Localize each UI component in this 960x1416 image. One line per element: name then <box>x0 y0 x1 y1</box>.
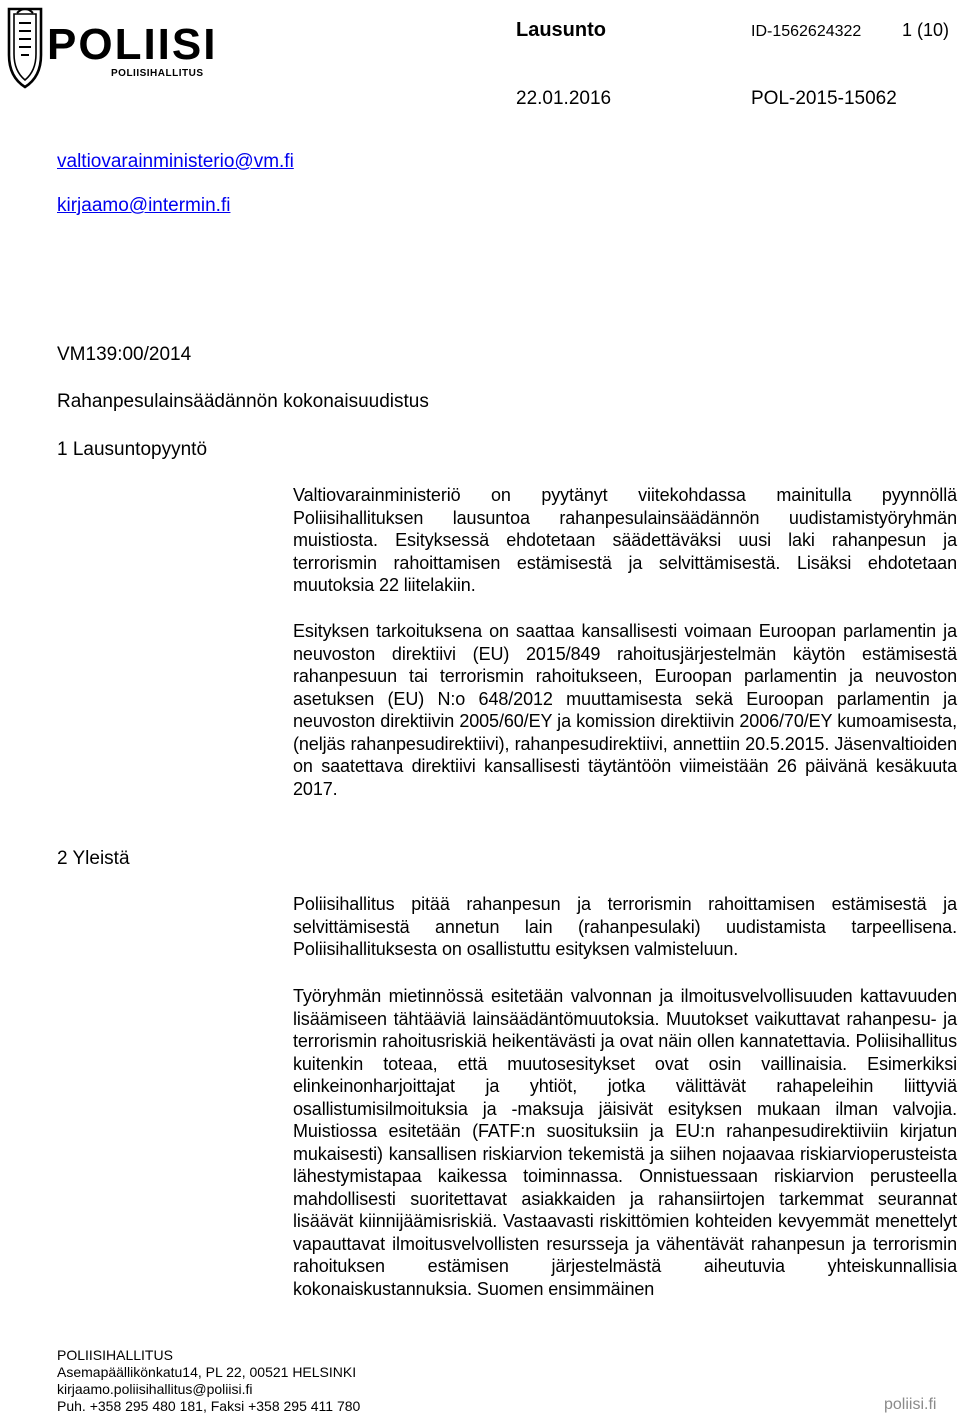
section-body <box>293 985 957 1300</box>
recipient-email-link[interactable]: valtiovarainministerio@vm.fi <box>57 151 294 172</box>
footer-address: Asemapäällikönkatu14, PL 22, 00521 HELSINKI <box>57 1364 357 1380</box>
footer-org: POLIISIHALLITUS <box>57 1347 173 1363</box>
police-emblem-icon <box>9 9 41 87</box>
section-body <box>293 893 957 961</box>
logo-subtext: POLIISIHALLITUS <box>111 68 204 79</box>
document-type: Lausunto <box>516 19 606 41</box>
section-heading: 2 Yleistä <box>57 848 130 869</box>
footer-phone: Puh. +358 295 480 181, Faksi +358 295 411 780 <box>57 1398 361 1414</box>
document-date: 22.01.2016 <box>516 88 612 109</box>
paragraph: Valtiovarainministeriö on pyytänyt viitekohdassa mainitulla pyynnöllä Poliisihallituksen lausuntoa rahanpesulainsäädännön uudistamistyöryhmän muistiosta. Esityksessä ehdotetaan säädettäväksi uusi laki rahanpesun ja terrorismin rahoittamisen estämisestä ja selvittämisestä. Lisäksi ehdotetaan muutoksia 22 liitelakiin. <box>293 485 957 595</box>
poliisi-logo <box>3 5 218 91</box>
footer-website: poliisi.fi <box>884 1396 937 1413</box>
case-number: POL-2015-15062 <box>751 88 897 109</box>
section-heading: 1 Lausuntopyyntö <box>57 439 208 460</box>
subject-title: Rahanpesulainsäädännön kokonaisuudistus <box>57 391 429 412</box>
reference-number: VM139:00/2014 <box>57 344 192 365</box>
section-body <box>293 620 957 800</box>
document-id: ID-1562624322 <box>751 23 862 40</box>
paragraph: Esityksen tarkoituksena on saattaa kansallisesti voimaan Euroopan parlamentin ja neuvoston direktiivi (EU) 2015/849 rahoitusjärjestelmän käytön estämisestä rahanpesuun tai terrorismin rahoitukseen, Euroopan parlamentin ja neuvoston asetuksen (EU) N:o 648/2012 muuttamisesta sekä Euroopan parlamentin ja neuvoston direktiivin 2005/60/EY ja komission direktiivin 2006/70/EY kumoamisesta, (neljäs rahanpesudirektiivi), rahanpesudirektiivi, annettiin 20.5.2015. Jäsenvaltioiden on saatettava direktiivi kansallisesti täytäntöön viimeistään 26 päivänä kesäkuuta 2017. <box>293 621 957 799</box>
page-number: 1 (10) <box>902 20 950 40</box>
paragraph: Poliisihallitus pitää rahanpesun ja terrorismin rahoittamisen estämisestä ja selvittämisestä annetun lain (rahanpesulaki) uudistamista tarpeellisena. Poliisihallituksesta on osallistuttu esityksen valmisteluun. <box>293 894 957 959</box>
section-body <box>293 484 957 597</box>
recipient-email-link[interactable]: kirjaamo@intermin.fi <box>57 195 231 216</box>
logo-wordmark: POLIISI <box>47 20 218 69</box>
paragraph: Työryhmän mietinnössä esitetään valvonnan ja ilmoitusvelvollisuuden kattavuuden lisäämiseen tähtääviä lainsäädäntömuutoksia. Muutokset vaikuttavat rahanpesu- ja terrorismin rahoitusriskiä heikentävästi ja ovat näin ollen kannatettavia. Poliisihallitus kuitenkin toteaa, että muutosesitykset ovat osin vaillinaisia. Esimerkiksi elinkeinonharjoittajat ja yhtiöt, jotka välittävät rahapeleihin liittyviä osallistumisilmoituksia ja -maksuja jäisivät esityksen mukaan ilman valvojia. Muistiossa esitetään (FATF:n suosituksiin ja EU:n rahanpesudirektiiviin kirjatun mukaisesti) kansallisen riskiarvion tekemistä ja siihen nojaavaa riskiarvioperusteista lähestymistapaa kaikessa toiminnassa. Onnistuessaan riskiarvion perusteella mahdollisesti suoritettavat asiakkaiden ja rahansiirtojen tarkemmat seurannat lisäävät kiinnijäämisriskiä. Vastaavasti riskittömien kohteiden kevyemmät menettelyt vapauttavat ilmoitusvelvollisten resursseja ja vähentävät rahanpesun ja terrorismin rahoituksen estämisen järjestelmästä aiheutuvia yhteiskunnallisia kokonaiskustannuksia. Suomen ensimmäinen <box>293 986 957 1299</box>
footer-email: kirjaamo.poliisihallitus@poliisi.fi <box>57 1381 253 1397</box>
